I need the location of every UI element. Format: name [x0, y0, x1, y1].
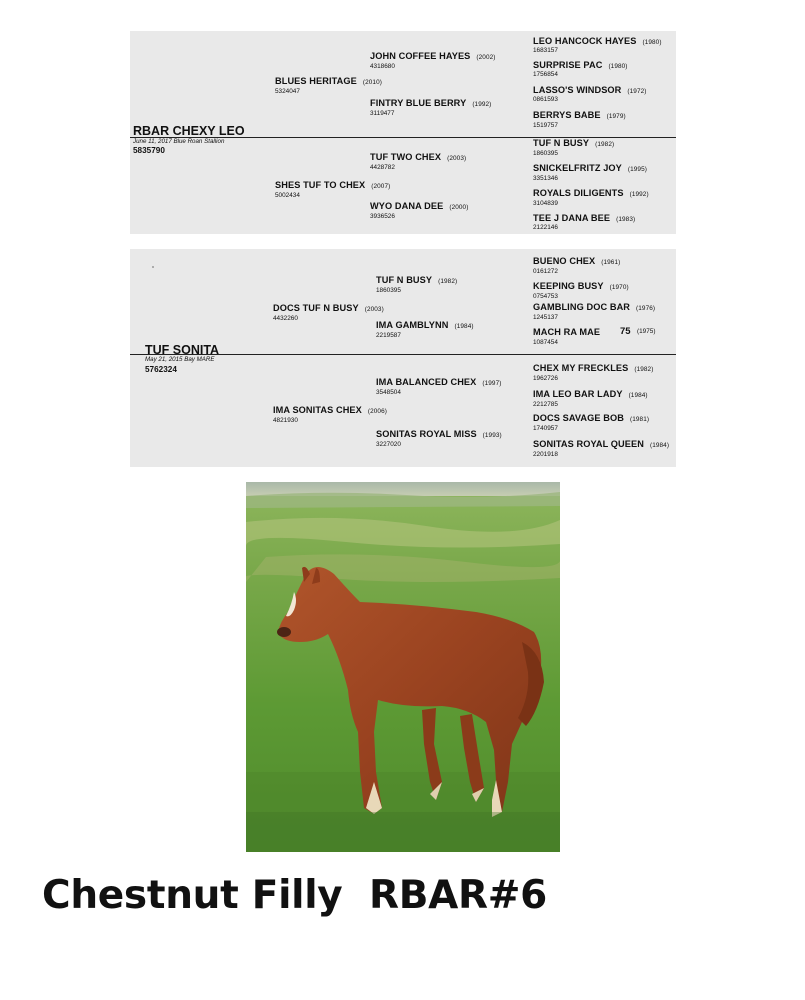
great-grandparent-reg: 3351346 [533, 175, 558, 182]
great-grandparent-reg: 1962726 [533, 375, 558, 382]
great-grandparent-name: SNICKELFRITZ JOY (1995) [533, 163, 647, 173]
great-grandparent-year: (1975) [637, 328, 656, 335]
great-grandparent-name: TUF N BUSY (1982) [533, 138, 615, 148]
caption: Chestnut Filly RBAR#6 [42, 873, 547, 918]
great-grandparent-reg: 1087454 [533, 339, 558, 346]
grandparent-name: TUF TWO CHEX (2003) [370, 152, 467, 162]
dam-name: SHES TUF TO CHEX (2007) [275, 180, 391, 190]
grandparent-name: FINTRY BLUE BERRY (1992) [370, 98, 492, 108]
great-grandparent-reg: 1683157 [533, 47, 558, 54]
subject-name: RBAR CHEXY LEO [133, 124, 245, 138]
dam-reg: 5002434 [275, 192, 300, 199]
grandparent-reg: 2219587 [376, 332, 401, 339]
great-grandparent-name: ROYALS DILIGENTS (1992) [533, 188, 649, 198]
dam-reg: 4821930 [273, 417, 298, 424]
great-grandparent-name: SONITAS ROYAL QUEEN (1984) [533, 439, 670, 449]
great-grandparent-name: MACH RA MAE [533, 327, 601, 337]
great-grandparent-reg: 1860395 [533, 150, 558, 157]
great-grandparent-reg: 3104839 [533, 200, 558, 207]
grandparent-name: IMA BALANCED CHEX (1997) [376, 377, 502, 387]
grandparent-reg: 3227020 [376, 441, 401, 448]
great-grandparent-name: KEEPING BUSY (1970) [533, 281, 629, 291]
dam-name: IMA SONITAS CHEX (2006) [273, 405, 387, 415]
great-grandparent-reg: 1756854 [533, 71, 558, 78]
grandparent-name: SONITAS ROYAL MISS (1993) [376, 429, 502, 439]
grandparent-reg: 3548504 [376, 389, 401, 396]
grandparent-reg: 4318680 [370, 63, 395, 70]
grandparent-reg: 3119477 [370, 110, 395, 117]
great-grandparent-reg: 0861593 [533, 96, 558, 103]
great-grandparent-reg: 1740957 [533, 425, 558, 432]
sire-name: BLUES HERITAGE (2010) [275, 76, 382, 86]
great-grandparent-name: BUENO CHEX (1961) [533, 256, 621, 266]
subject-details: June 11, 2017 Blue Roan Stallion [133, 138, 225, 145]
dam-pedigree-chart [130, 249, 676, 467]
speck [152, 266, 154, 268]
subject-registration: 5762324 [145, 365, 177, 374]
great-grandparent-name: TEE J DANA BEE (1983) [533, 213, 636, 223]
great-grandparent-reg: 2201918 [533, 451, 558, 458]
great-grandparent-reg: 1519757 [533, 122, 558, 129]
great-grandparent-name: DOCS SAVAGE BOB (1981) [533, 413, 650, 423]
grandparent-reg: 3936526 [370, 213, 395, 220]
subject-registration: 5835790 [133, 146, 165, 155]
sire-ranking-number: 75 [620, 326, 631, 337]
grandparent-name: TUF N BUSY (1982) [376, 275, 458, 285]
grandparent-name: JOHN COFFEE HAYES (2002) [370, 51, 496, 61]
great-grandparent-reg: 1245137 [533, 314, 558, 321]
great-grandparent-reg: 0161272 [533, 268, 558, 275]
sire-reg: 5324047 [275, 88, 300, 95]
grandparent-name: IMA GAMBLYNN (1984) [376, 320, 474, 330]
great-grandparent-name: GAMBLING DOC BAR (1976) [533, 302, 656, 312]
great-grandparent-reg: 2122146 [533, 224, 558, 231]
great-grandparent-name: SURPRISE PAC (1980) [533, 60, 628, 70]
horse-photo [246, 482, 560, 852]
great-grandparent-name: LEO HANCOCK HAYES (1980) [533, 36, 662, 46]
great-grandparent-name: IMA LEO BAR LADY (1984) [533, 389, 648, 399]
grandparent-reg: 1860395 [376, 287, 401, 294]
subject-name: TUF SONITA [145, 343, 220, 357]
great-grandparent-name: BERRYS BABE (1979) [533, 110, 626, 120]
grandparent-reg: 4428782 [370, 164, 395, 171]
great-grandparent-name: CHEX MY FRECKLES (1982) [533, 363, 654, 373]
sire-reg: 4432260 [273, 315, 298, 322]
great-grandparent-name: LASSO'S WINDSOR (1972) [533, 85, 647, 95]
great-grandparent-reg: 2212785 [533, 401, 558, 408]
great-grandparent-reg: 0754753 [533, 293, 558, 300]
sire-pedigree-chart [130, 31, 676, 234]
grandparent-name: WYO DANA DEE (2000) [370, 201, 469, 211]
sire-name: DOCS TUF N BUSY (2003) [273, 303, 384, 313]
subject-details: May 21, 2015 Bay MARE [145, 356, 215, 363]
